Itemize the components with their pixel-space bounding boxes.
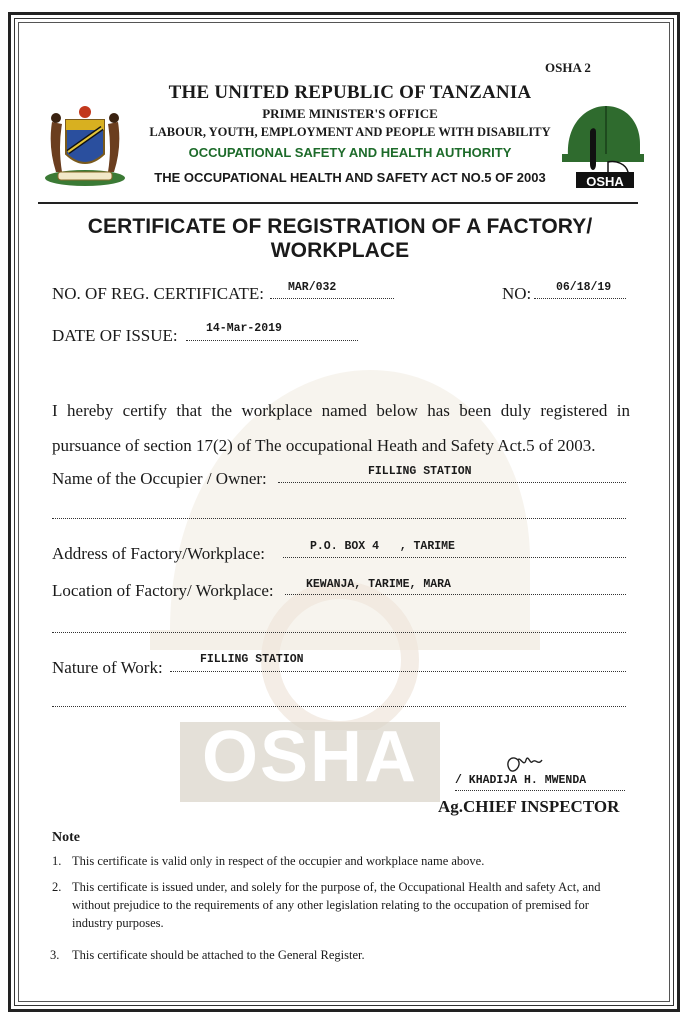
note-number-1: 1.: [52, 854, 62, 868]
republic-heading: THE UNITED REPUBLIC OF TANZANIA: [168, 82, 532, 103]
occupier-value: FILLING STATION: [368, 465, 472, 478]
cert-no-dots: [534, 298, 626, 299]
note-text-2: This certificate is issued under, and solely for the purpose of, the Occupational Health and safety Act, and without prejudice to the requirements of any other legislation relating to the occupation of premised for industry purposes.: [72, 880, 601, 930]
certificate-title: CERTIFICATE OF REGISTRATION OF A FACTORY/ WORKPLACE: [87, 215, 593, 262]
location-label: Location of Factory/ Workplace:: [52, 581, 274, 600]
header-divider: [38, 202, 638, 204]
cert-no-value: 06/18/19: [556, 281, 612, 294]
issue-date-value: 14-Mar-2019: [206, 322, 282, 335]
signatory-title: Ag.CHIEF INSPECTOR: [438, 797, 620, 816]
certify-paragraph: I hereby certify that the workplace named below has been duly registered in pursuance of section 17(2) of The occupational Heath and Safety Act.5 of 2003.: [52, 401, 630, 455]
nature-value: FILLING STATION: [200, 653, 304, 666]
osha-logo-text: OSHA: [586, 174, 624, 189]
helmet-watermark: [130, 330, 550, 730]
occupier-dots: [278, 482, 626, 483]
location-dots-line2: [52, 632, 626, 633]
reg-cert-value: MAR/032: [288, 281, 337, 294]
authority-heading: OCCUPATIONAL SAFETY AND HEALTH AUTHORITY: [188, 145, 512, 160]
occupier-dots-line2: [52, 518, 626, 519]
note-number-3: 3.: [50, 948, 60, 962]
act-heading: THE OCCUPATIONAL HEALTH AND SAFETY ACT NO.5 OF 2003: [154, 170, 546, 185]
form-code: OSHA 2: [545, 60, 591, 75]
nature-dots-line2: [52, 706, 626, 707]
nature-dots: [170, 671, 626, 672]
occupier-label: Name of the Occupier / Owner:: [52, 469, 267, 488]
reg-cert-dots: [270, 298, 394, 299]
location-value: KEWANJA, TARIME, MARA: [306, 578, 451, 591]
note-text-3: This certificate should be attached to the General Register.: [72, 948, 365, 962]
osha-watermark-text: OSHA: [201, 717, 419, 797]
ministry-heading: LABOUR, YOUTH, EMPLOYMENT AND PEOPLE WITH DISABILITY: [149, 125, 551, 139]
note-number-2: 2.: [52, 880, 62, 894]
address-label: Address of Factory/Workplace:: [52, 544, 265, 563]
location-dots: [285, 594, 626, 595]
address-dots: [283, 557, 626, 558]
signatory-name: / KHADIJA H. MWENDA: [455, 774, 587, 787]
notes-heading: Note: [52, 830, 80, 845]
reg-cert-label: NO. OF REG. CERTIFICATE:: [52, 284, 264, 303]
nature-label: Nature of Work:: [52, 658, 163, 677]
issue-date-dots: [186, 340, 358, 341]
cert-no-label: NO:: [502, 284, 532, 303]
note-text-1: This certificate is valid only in respect of the occupier and workplace name above.: [72, 854, 485, 868]
address-value: P.O. BOX 4 , TARIME: [310, 540, 455, 553]
issue-date-label: DATE OF ISSUE:: [52, 326, 178, 345]
office-heading: PRIME MINISTER'S OFFICE: [262, 106, 438, 121]
signatory-dots: [455, 790, 625, 791]
